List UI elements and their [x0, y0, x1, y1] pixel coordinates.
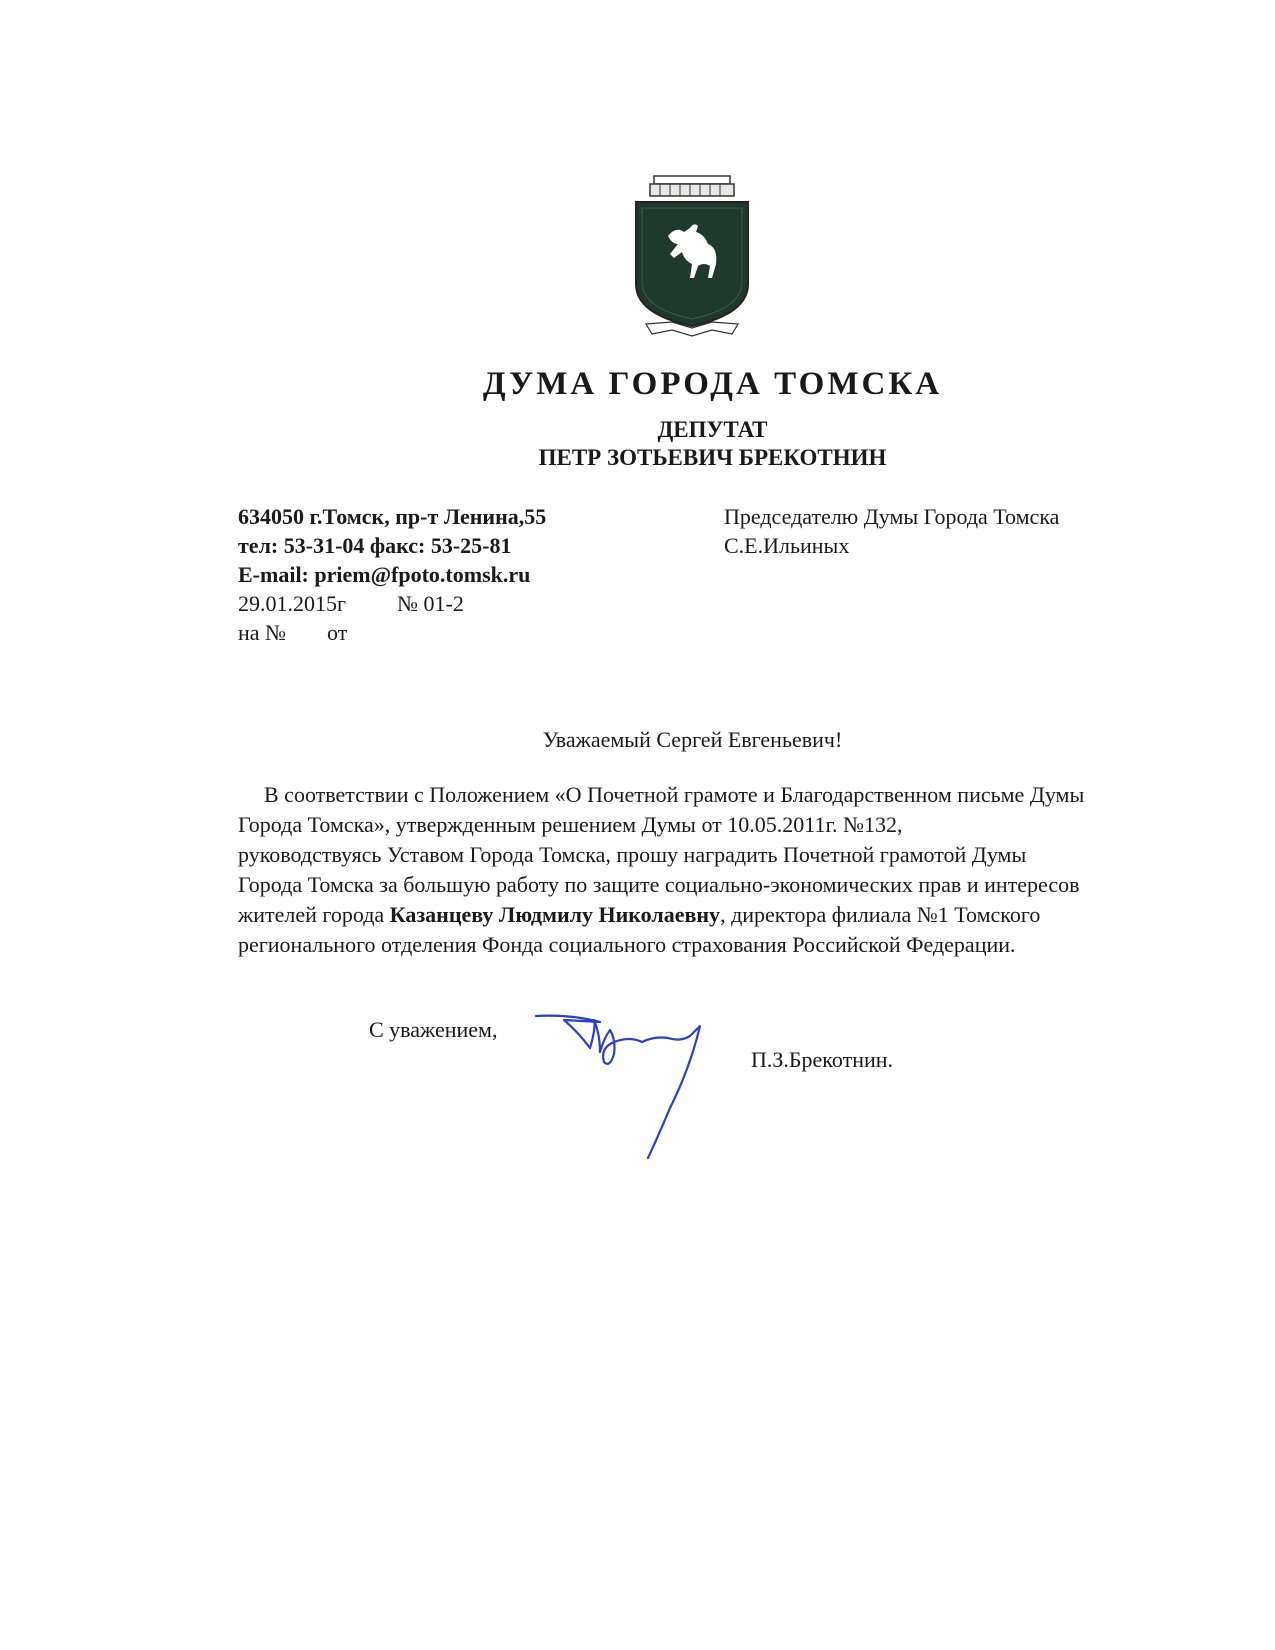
addressee-title: Председателю Думы Города Томска — [724, 504, 1060, 529]
reply-reference — [238, 618, 546, 647]
body-line-1: В соответствии с Положением «О Почетной грамоте и Благодарственном письме Думы — [264, 782, 1085, 807]
letter-number: № 01-2 — [397, 591, 464, 616]
sender-phone-fax: тел: 53-31-04 факс: 53-25-81 — [238, 533, 512, 558]
body-line-5-pre: жителей города — [238, 902, 390, 927]
body-line-5 — [238, 900, 1208, 930]
sender-address: 634050 г.Томск, пр-т Ленина,55 — [238, 504, 547, 529]
organization-title: ДУМА ГОРОДА ТОМСКА — [482, 366, 943, 402]
greeting: Уважаемый Сергей Евгеньевич! — [542, 727, 843, 752]
signer-name: П.З.Брекотнин. — [751, 1047, 894, 1072]
letter-body — [238, 780, 1208, 960]
body-line-5-post: , директора филиала №1 Томского — [720, 902, 1041, 927]
reply-from-label: от — [327, 620, 348, 645]
reply-to-label: на № — [238, 620, 287, 645]
sender-email: E-mail: priem@fpoto.tomsk.ru — [238, 562, 531, 587]
city-coat-of-arms-icon — [632, 174, 752, 342]
addressee-block — [724, 502, 1059, 560]
letter-date-number — [238, 589, 546, 618]
addressee-name: С.Е.Ильиных — [724, 533, 850, 558]
awardee-name: Казанцеву Людмилу Николаевну — [389, 902, 721, 927]
deputy-name: ПЕТР ЗОТЬЕВИЧ БРЕКОТНИН — [538, 445, 887, 470]
letter-date: 29.01.2015г — [238, 591, 347, 616]
body-line-2: Города Томска», утвержденным решением Думы от 10.05.2011г. №132, — [238, 812, 903, 837]
body-line-3: руководствуясь Уставом Города Томска, прошу наградить Почетной грамотой Думы — [238, 842, 1027, 867]
body-line-6: регионального отделения Фонда социального страхования Российской Федерации. — [238, 932, 1016, 957]
deputy-position: ДЕПУТАТ — [657, 417, 768, 442]
handwritten-signature — [530, 1008, 735, 1168]
closing-phrase: С уважением, — [369, 1017, 498, 1042]
body-line-4: Города Томска за большую работу по защите социально-экономических прав и интересов — [238, 872, 1080, 897]
sender-block — [238, 502, 546, 647]
